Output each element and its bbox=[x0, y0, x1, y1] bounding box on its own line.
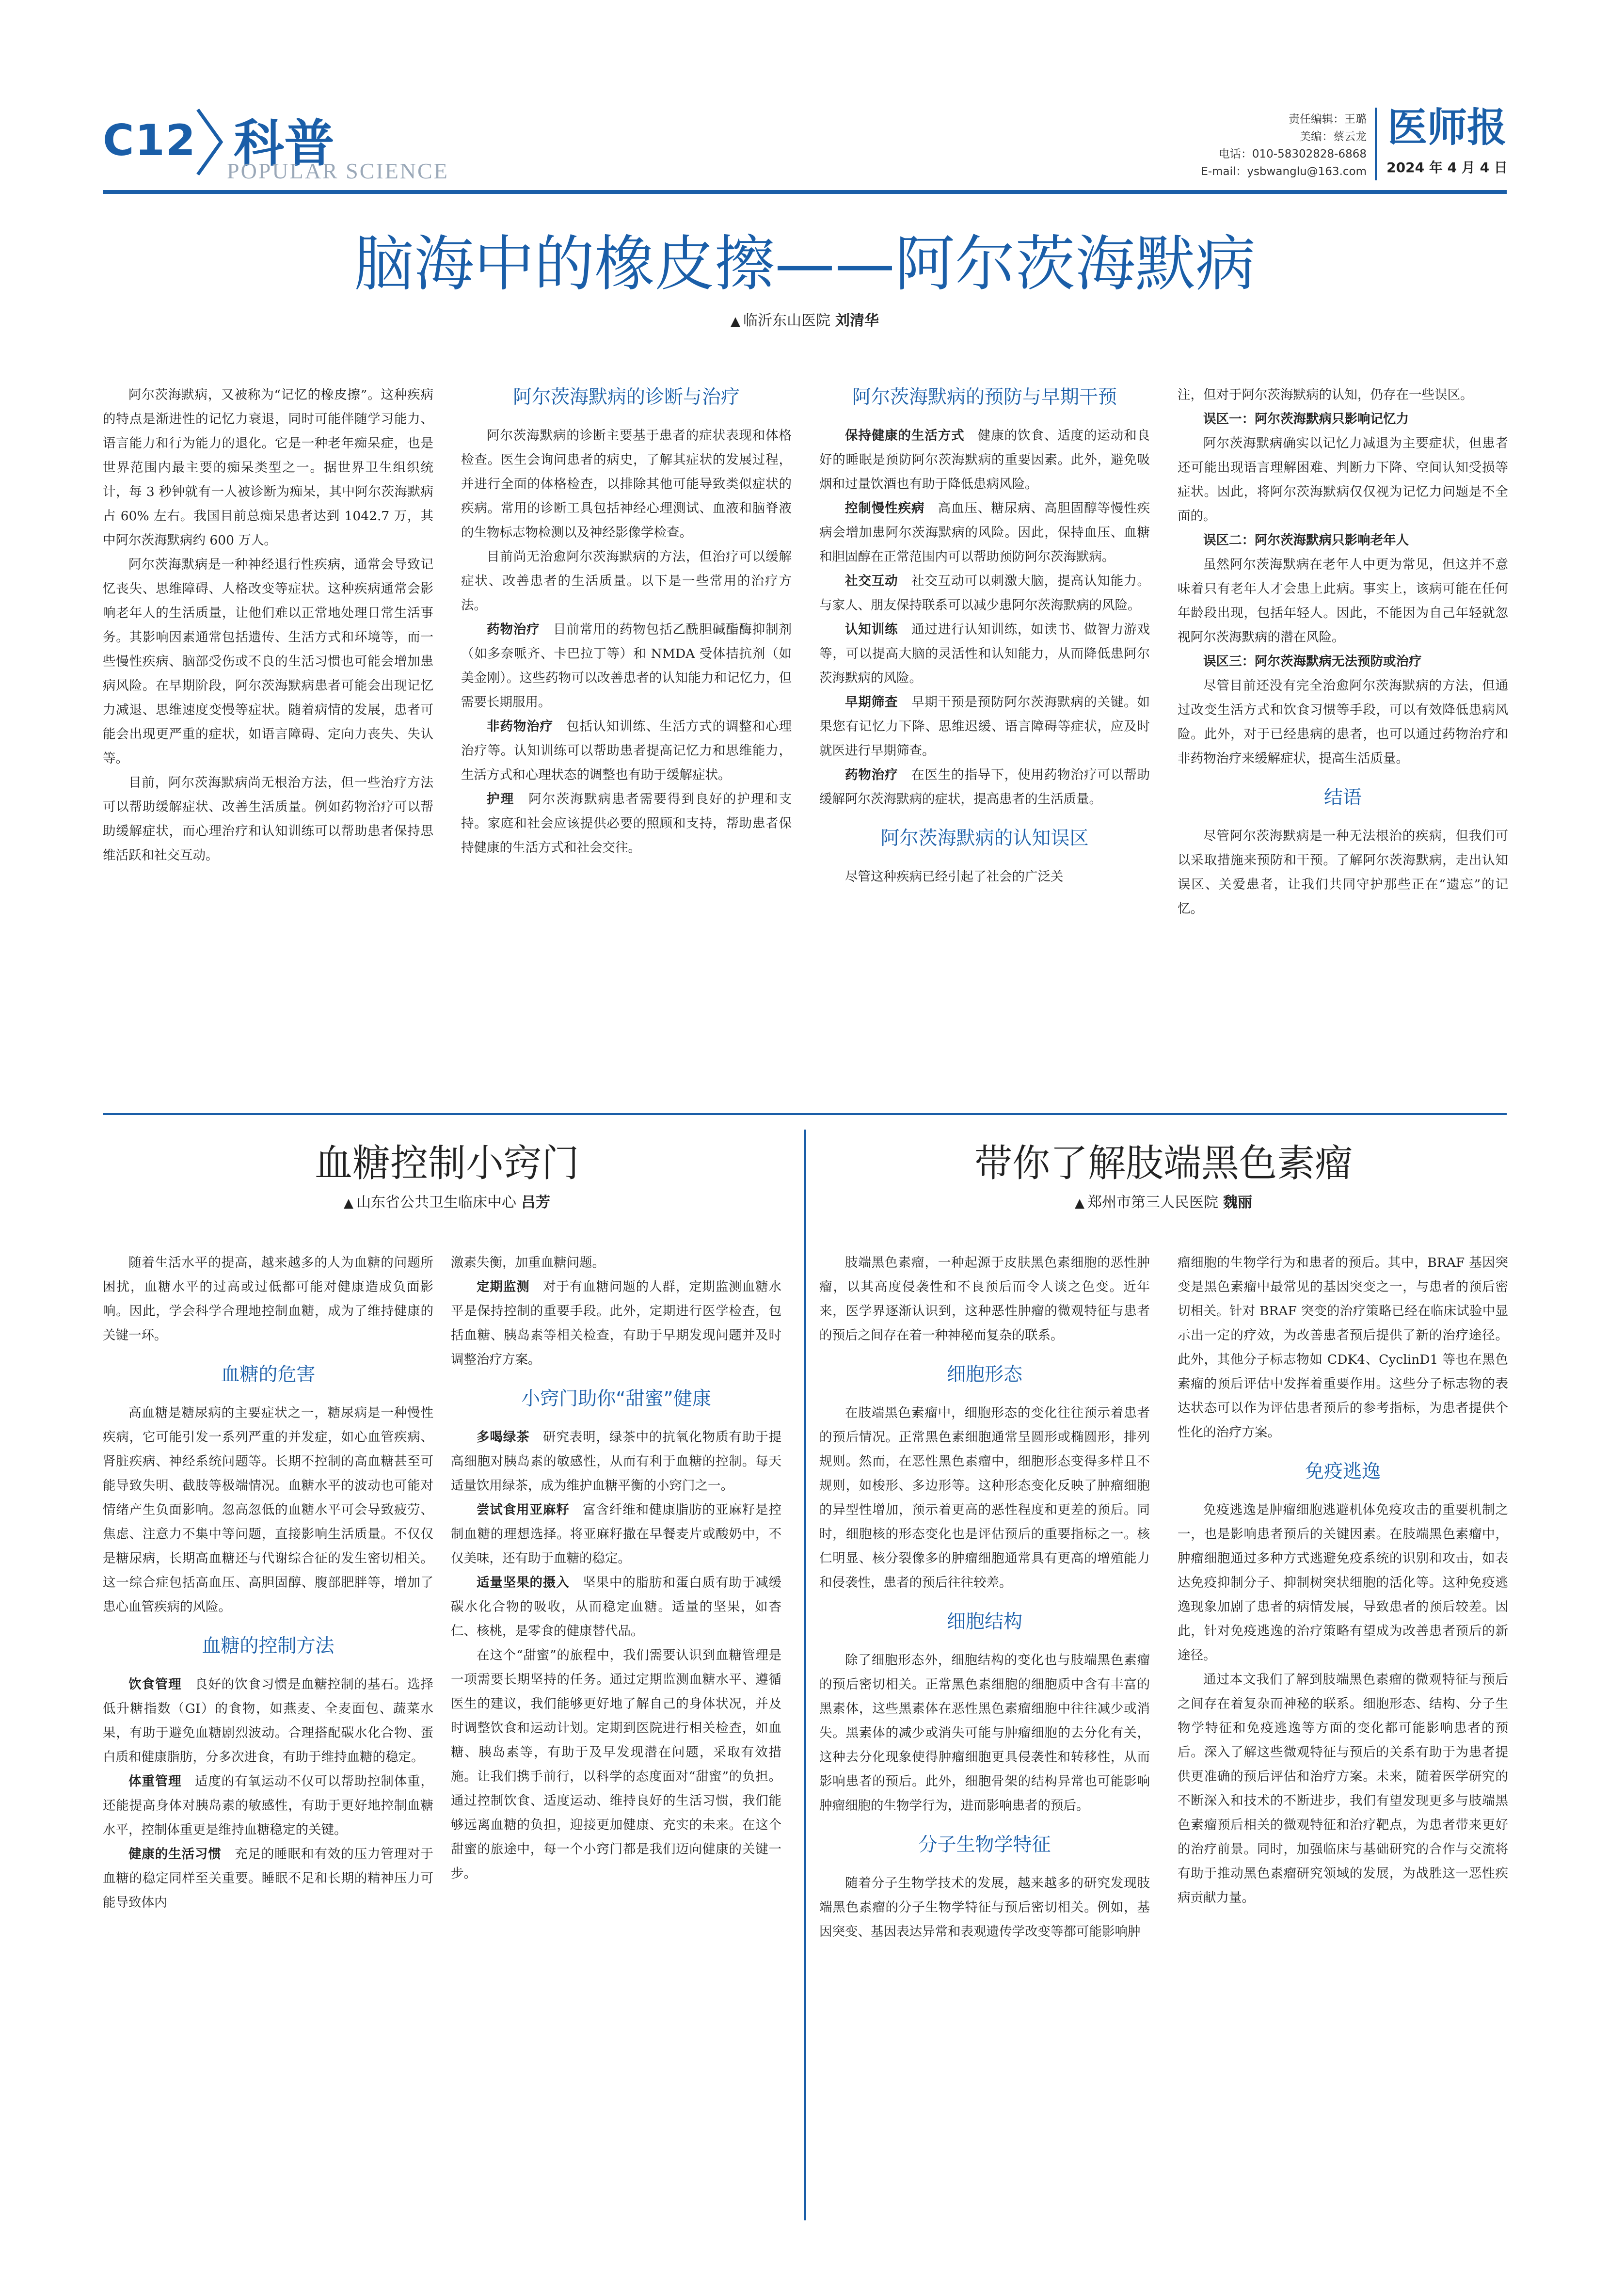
paragraph: 阿尔茨海默病是一种神经退行性疾病，通常会导致记忆丧失、思维障碍、人格改变等症状。这种疾病通常会影响老年人的生活质量，让他们难以正常地处理日常生活事务。其影响因素通常包括遗传、生活方式和环境等，而一些慢性疾病、脑部受伤或不良的生活习惯也可能会增加患病风险。在早期阶段，阿尔茨海默病患者可能会出现记忆力减退、思维速度变慢等症状。随着病情的发展，患者可能会出现更严重的症状，如语言障碍、定向力丧失、失认等。 bbox=[103, 557, 433, 766]
paragraph bbox=[451, 1571, 781, 1643]
paragraph bbox=[451, 1425, 781, 1498]
paragraph bbox=[819, 496, 1150, 569]
paragraph bbox=[819, 569, 1150, 618]
item-label: 药物治疗 bbox=[487, 622, 540, 637]
article1-column-3 bbox=[819, 383, 1150, 889]
paragraph: 随着分子生物学技术的发展，越来越多的研究发现肢端黑色素瘤的分子生物学特征与预后密切相关。例如，基因突变、基因表达异常和表观遗传学改变等都可能影响肿 bbox=[819, 1876, 1150, 1939]
paragraph: 阿尔茨海默病，又被称为“记忆的橡皮擦”。这种疾病的特点是渐进性的记忆力衰退，同时可能伴随学习能力、语言能力和行为能力的退化。它是一种老年痴呆症，也是世界范围内最主要的痴呆类型之一。据世界卫生组织统计，每 3 秒钟就有一人被诊断为痴呆，其中阿尔茨海默病占 60% 左右。我国目前总痴呆患者达到 1042.7 万，其中阿尔茨海默病约 600 万人。 bbox=[103, 387, 433, 548]
credit-designer: 美编：蔡云龙 bbox=[1300, 130, 1367, 143]
paragraph: 注，但对于阿尔茨海默病的认知，仍存在一些误区。 bbox=[1178, 387, 1473, 402]
article2-column-1 bbox=[103, 1251, 433, 1915]
item-text: 包括认知训练、生活方式的调整和心理治疗等。认知训练可以帮助患者提高记忆力和思维能力，生活方式和心理状态的调整也有助于缓解症状。 bbox=[461, 719, 792, 782]
subheading: 免疫逃逸 bbox=[1305, 1461, 1381, 1483]
item-text: 坚果中的脂肪和蛋白质有助于减缓碳水化合物的吸收，从而稳定血糖。适量的坚果，如杏仁、核桃，是零食的健康替代品。 bbox=[451, 1575, 782, 1639]
item-label: 适量坚果的摄入 bbox=[477, 1575, 570, 1590]
paragraph bbox=[103, 1673, 433, 1770]
article3-author: 魏丽 bbox=[1223, 1194, 1252, 1211]
paragraph bbox=[819, 763, 1150, 812]
item-label: 体重管理 bbox=[128, 1774, 182, 1789]
article3-title: 带你了解肢端黑色素瘤 bbox=[974, 1142, 1353, 1185]
paragraph bbox=[819, 618, 1150, 690]
item-text: 充足的睡眠和有效的压力管理对于血糖的稳定同样至关重要。睡眠不足和长期的精神压力可能导致体内 bbox=[103, 1847, 434, 1910]
paragraph bbox=[461, 715, 792, 787]
item-text: 高血压、糖尿病、高胆固醇等慢性疾病会增加患阿尔茨海默病的风险。因此，保持血压、血糖和胆固醇在正常范围内可以帮助预防阿尔茨海默病。 bbox=[819, 501, 1150, 564]
paragraph bbox=[819, 690, 1150, 763]
item-label: 控制慢性疾病 bbox=[845, 501, 925, 516]
triangle-icon: ▲ bbox=[731, 314, 740, 329]
paragraph: 免疫逃逸是肿瘤细胞逃避机体免疫攻击的重要机制之一，也是影响患者预后的关键因素。在肢端黑色素瘤中，肿瘤细胞通过多种方式逃避免疫系统的识别和攻击，如表达免疫抑制分子、抑制树突状细胞的活化等。这种免疫逃逸现象加剧了患者的病情发展，导致患者的预后较差。因此，针对免疫逃逸的治疗策略有望成为改善患者预后的新途径。 bbox=[1178, 1502, 1508, 1663]
paragraph: 尽管目前还没有完全治愈阿尔茨海默病的方法，但通过改变生活方式和饮食习惯等手段，可以有效降低患病风险。此外，对于已经患病的患者，也可以通过药物治疗和非药物治疗来缓解症状，提高生活质量。 bbox=[1178, 678, 1508, 766]
item-label: 社交互动 bbox=[845, 574, 898, 589]
horizontal-divider bbox=[103, 1113, 1507, 1115]
myth-heading: 误区三：阿尔茨海默病无法预防或治疗 bbox=[1203, 654, 1422, 669]
item-label: 饮食管理 bbox=[128, 1677, 182, 1692]
subheading: 阿尔茨海默病的诊断与治疗 bbox=[512, 386, 740, 408]
item-label: 认知训练 bbox=[845, 622, 898, 637]
paragraph bbox=[461, 787, 792, 860]
item-label: 定期监测 bbox=[477, 1279, 530, 1294]
subheading: 阿尔茨海默病的预防与早期干预 bbox=[852, 386, 1117, 408]
paragraph bbox=[103, 1770, 433, 1842]
article1-institution: 临沂东山医院 bbox=[743, 312, 830, 329]
issue-date: 2024 年 4 月 4 日 bbox=[1386, 159, 1508, 175]
page-number: C12 bbox=[103, 115, 197, 165]
section-title: 科普 bbox=[234, 114, 335, 173]
editorial-credits bbox=[1201, 111, 1367, 180]
page-header bbox=[0, 0, 1609, 194]
item-text: 早期干预是预防阿尔茨海默病的关键。如果您有记忆力下降、思维迟缓、语言障碍等症状，应及时就医进行早期筛查。 bbox=[819, 695, 1150, 758]
item-label: 非药物治疗 bbox=[487, 719, 553, 734]
item-text: 适度的有氧运动不仅可以帮助控制体重，还能提高身体对胰岛素的敏感性，有助于更好地控制血糖水平，控制体重更是维持血糖稳定的关键。 bbox=[103, 1774, 434, 1837]
myth-heading: 误区一：阿尔茨海默病只影响记忆力 bbox=[1203, 412, 1409, 427]
item-text: 良好的饮食习惯是血糖控制的基石。选择低升糖指数（GI）的食物，如燕麦、全麦面包、蔬菜水果，有助于避免血糖剧烈波动。合理搭配碳水化合物、蛋白质和健康脂肪，分多次进食，有助于维持血糖的稳定。 bbox=[103, 1677, 434, 1765]
article1-column-1 bbox=[103, 383, 433, 868]
paragraph: 高血糖是糖尿病的主要症状之一，糖尿病是一种慢性疾病，它可能引发一系列严重的并发症，如心血管疾病、肾脏疾病、神经系统问题等。长期不控制的高血糖甚至可能导致失明、截肢等极端情况。血糖水平的波动也可能对情绪产生负面影响。忽高忽低的血糖水平可会导致疲劳、焦虑、注意力不集中等问题，直接影响生活质量。不仅仅是糖尿病，长期高血糖还与代谢综合征的发生密切相关。这一综合症包括高血压、高胆固醇、腹部肥胖等，增加了患心血管疾病的风险。 bbox=[103, 1405, 433, 1614]
paragraph: 目前尚无治愈阿尔茨海默病的方法，但治疗可以缓解症状、改善患者的生活质量。以下是一些常用的治疗方法。 bbox=[461, 549, 792, 613]
item-text: 通过进行认知训练，如读书、做智力游戏等，可以提高大脑的灵活性和认知能力，从而降低患阿尔茨海默病的风险。 bbox=[819, 622, 1150, 686]
subheading: 小窍门助你“甜蜜”健康 bbox=[521, 1388, 711, 1410]
article1-author: 刘清华 bbox=[835, 312, 879, 329]
item-label: 药物治疗 bbox=[845, 767, 898, 782]
header-divider bbox=[1375, 108, 1377, 180]
item-label: 护理 bbox=[487, 792, 515, 807]
item-text: 健康的饮食、适度的运动和良好的睡眠是预防阿尔茨海默病的重要因素。此外，避免吸烟和过量饮酒也有助于降低患病风险。 bbox=[819, 428, 1150, 492]
paragraph: 激素失衡，加重血糖问题。 bbox=[451, 1255, 605, 1270]
paragraph bbox=[461, 618, 792, 715]
item-text: 对于有血糖问题的人群，定期监测血糖水平是保持控制的重要手段。此外，定期进行医学检查，包括血糖、胰岛素等相关检查，有助于早期发现问题并及时调整治疗方案。 bbox=[451, 1279, 782, 1367]
item-text: 在医生的指导下，使用药物治疗可以帮助缓解阿尔茨海默病的症状，提高患者的生活质量。 bbox=[819, 767, 1150, 807]
subheading: 血糖的控制方法 bbox=[202, 1635, 335, 1657]
paragraph: 肢端黑色素瘤，一种起源于皮肤黑色素细胞的恶性肿瘤，以其高度侵袭性和不良预后而令人谈之色变。近年来，医学界逐渐认识到，这种恶性肿瘤的微观特征与患者的预后之间存在着一种神秘而复杂的联系。 bbox=[819, 1255, 1150, 1343]
paragraph: 瘤细胞的生物学行为和患者的预后。其中，BRAF 基因突变是黑色素瘤中最常见的基因突变之一，与患者的预后密切相关。针对 BRAF 突变的治疗策略已经在临床试验中显示出一定的疗效，为改善患者预后提供了新的治疗途径。此外，其他分子标志物如 CDK4、CyclinD1 等也在黑色素瘤的预后评估中发挥着重要作用。这些分子标志物的表达状态可以作为评估患者预后的参考指标，为患者提供个性化的治疗方案。 bbox=[1178, 1255, 1508, 1440]
paragraph: 在这个“甜蜜”的旅程中，我们需要认识到血糖管理是一项需要长期坚持的任务。通过定期监测血糖水平、遵循医生的建议，我们能够更好地了解自己的身体状况，并及时调整饮食和运动计划。定期到医院进行相关检查，如血糖、胰岛素等，有助于及早发现潜在问题，采取有效措施。让我们携手前行，以科学的态度面对“甜蜜”的负担。通过控制饮食、适度运动、维持良好的生活习惯，我们能够远离血糖的负担，迎接更加健康、充实的未来。在这个甜蜜的旅途中，每一个小窍门都是我们迈向健康的关键一步。 bbox=[451, 1648, 781, 1881]
paragraph bbox=[451, 1498, 781, 1571]
subheading: 阿尔茨海默病的认知误区 bbox=[880, 828, 1089, 849]
item-text: 社交互动可以刺激大脑，提高认知能力。与家人、朋友保持联系可以减少患阿尔茨海默病的风险。 bbox=[819, 574, 1150, 613]
subheading: 血糖的危害 bbox=[221, 1364, 316, 1386]
paragraph: 虽然阿尔茨海默病在老年人中更为常见，但这并不意味着只有老年人才会患上此病。事实上，该病可能在任何年龄段出现，包括年轻人。因此，不能因为自己年轻就忽视阿尔茨海默病的潜在风险。 bbox=[1178, 557, 1508, 645]
paragraph: 随着生活水平的提高，越来越多的人为血糖的问题所困扰，血糖水平的过高或过低都可能对健康造成负面影响。因此，学会科学合理地控制血糖，成为了维持健康的关键一环。 bbox=[103, 1255, 433, 1343]
paragraph: 通过本文我们了解到肢端黑色素瘤的微观特征与预后之间存在着复杂而神秘的联系。细胞形态、结构、分子生物学特征和免疫逃逸等方面的变化都可能影响患者的预后。深入了解这些微观特征与预后的关系有助于为患者提供更准确的预后评估和治疗方案。未来，随着医学研究的不断深入和技术的不断进步，我们有望发现更多与肢端黑色素瘤预后相关的微观特征和治疗靶点，为患者带来更好的治疗前景。同时，加强临床与基础研究的合作与交流将有助于推动黑色素瘤研究领域的发展，为战胜这一恶性疾病贡献力量。 bbox=[1178, 1672, 1508, 1905]
paragraph: 阿尔茨海默病的诊断主要基于患者的症状表现和体格检查。医生会询问患者的病史，了解其症状的发展过程，并进行全面的体格检查，以排除其他可能导致类似症状的疾病。常用的诊断工具包括神经心理测试、血液和脑脊液的生物标志物检测以及神经影像学检查。 bbox=[461, 428, 792, 540]
article1-byline bbox=[103, 308, 1507, 330]
article3-column-1 bbox=[819, 1251, 1150, 1944]
item-text: 阿尔茨海默病患者需要得到良好的护理和支持。家庭和社会应该提供必要的照顾和支持，帮助患者保持健康的生活方式和社会交往。 bbox=[461, 792, 792, 855]
paragraph: 阿尔茨海默病确实以记忆力减退为主要症状，但患者还可能出现语言理解困难、判断力下降、空间认知受损等症状。因此，将阿尔茨海默病仅仅视为记忆力问题是不全面的。 bbox=[1178, 436, 1508, 524]
article2-column-2 bbox=[451, 1251, 781, 1886]
credit-editor: 责任编辑：王璐 bbox=[1289, 113, 1367, 126]
section-subtitle: POPULAR SCIENCE bbox=[227, 159, 449, 183]
item-label: 保持健康的生活方式 bbox=[845, 428, 965, 443]
masthead-logo: 医师报 bbox=[1387, 105, 1507, 151]
paragraph bbox=[451, 1275, 781, 1372]
article1-title: 脑海中的橡皮擦——阿尔茨海默病 bbox=[353, 229, 1256, 299]
article3-byline bbox=[819, 1190, 1508, 1212]
article2-byline bbox=[103, 1190, 791, 1212]
subheading: 分子生物学特征 bbox=[918, 1834, 1051, 1856]
subheading: 细胞结构 bbox=[946, 1611, 1022, 1633]
paragraph: 目前，阿尔茨海默病尚无根治方法，但一些治疗方法可以帮助缓解症状、改善生活质量。例如药物治疗可以帮助缓解症状，而心理治疗和认知训练可以帮助患者保持思维活跃和社交互动。 bbox=[103, 775, 433, 863]
chevron-right-icon bbox=[193, 106, 227, 178]
header-rule bbox=[103, 190, 1507, 194]
paragraph bbox=[819, 424, 1150, 496]
item-label: 尝试食用亚麻籽 bbox=[477, 1502, 570, 1517]
item-text: 研究表明，绿茶中的抗氧化物质有助于提高细胞对胰岛素的敏感性，从而有利于血糖的控制。每天适量饮用绿茶，成为维护血糖平衡的小窍门之一。 bbox=[451, 1430, 782, 1493]
article1-column-2 bbox=[461, 383, 792, 860]
item-label: 多喝绿茶 bbox=[477, 1430, 530, 1445]
triangle-icon: ▲ bbox=[344, 1196, 353, 1211]
credit-email: E-mail：ysbwanglu@163.com bbox=[1201, 165, 1367, 178]
vertical-divider bbox=[804, 1130, 806, 2220]
article3-column-2 bbox=[1178, 1251, 1508, 1910]
triangle-icon: ▲ bbox=[1075, 1196, 1084, 1211]
article2-title: 血糖控制小窍门 bbox=[314, 1142, 579, 1185]
subheading: 结语 bbox=[1323, 787, 1362, 809]
paragraph bbox=[103, 1842, 433, 1915]
item-label: 早期筛查 bbox=[845, 695, 898, 710]
item-label: 健康的生活习惯 bbox=[128, 1847, 222, 1862]
paragraph: 尽管阿尔茨海默病是一种无法根治的疾病，但我们可以采取措施来预防和干预。了解阿尔茨海默病，走出认知误区、关爱患者，让我们共同守护那些正在“遗忘”的记忆。 bbox=[1178, 829, 1508, 916]
subheading: 细胞形态 bbox=[946, 1364, 1022, 1386]
myth-heading: 误区二：阿尔茨海默病只影响老年人 bbox=[1203, 533, 1409, 548]
article3-institution: 郑州市第三人民医院 bbox=[1087, 1194, 1218, 1211]
article1-column-4 bbox=[1178, 383, 1508, 921]
masthead bbox=[1386, 104, 1508, 176]
paragraph: 在肢端黑色素瘤中，细胞形态的变化往往预示着患者的预后情况。正常黑色素细胞通常呈圆形或椭圆形，排列规则。然而，在恶性黑色素瘤中，细胞形态变得多样且不规则，如梭形、多边形等。这种形态变化反映了肿瘤细胞的异型性增加，预示着更高的恶性程度和更差的预后。同时，细胞核的形态变化也是评估预后的重要指标之一。核仁明显、核分裂像多的肿瘤细胞通常具有更高的增殖能力和侵袭性，患者的预后往往较差。 bbox=[819, 1405, 1150, 1590]
credit-phone: 电话：010-58302828-6868 bbox=[1218, 148, 1367, 160]
item-text: 富含纤维和健康脂肪的亚麻籽是控制血糖的理想选择。将亚麻籽撒在早餐麦片或酸奶中，不仅美味，还有助于血糖的稳定。 bbox=[451, 1502, 782, 1566]
paragraph: 除了细胞形态外，细胞结构的变化也与肢端黑色素瘤的预后密切相关。正常黑色素细胞的细胞质中含有丰富的黑素体，这些黑素体在恶性黑色素瘤细胞中往往减少或消失。黑素体的减少或消失可能与肿瘤细胞的去分化有关，这种去分化现象使得肿瘤细胞更具侵袭性和转移性，从而影响患者的预后。此外，细胞骨架的结构异常也可能影响肿瘤细胞的生物学行为，进而影响患者的预后。 bbox=[819, 1653, 1150, 1813]
paragraph: 尽管这种疾病已经引起了社会的广泛关 bbox=[845, 869, 1064, 884]
item-text: 目前常用的药物包括乙酰胆碱酯酶抑制剂（如多奈哌齐、卡巴拉丁等）和 NMDA 受体拮抗剂（如美金刚）。这些药物可以改善患者的认知能力和记忆力，但需要长期服用。 bbox=[461, 622, 792, 710]
article2-institution: 山东省公共卫生临床中心 bbox=[356, 1194, 516, 1211]
article2-author: 吕芳 bbox=[521, 1194, 550, 1211]
